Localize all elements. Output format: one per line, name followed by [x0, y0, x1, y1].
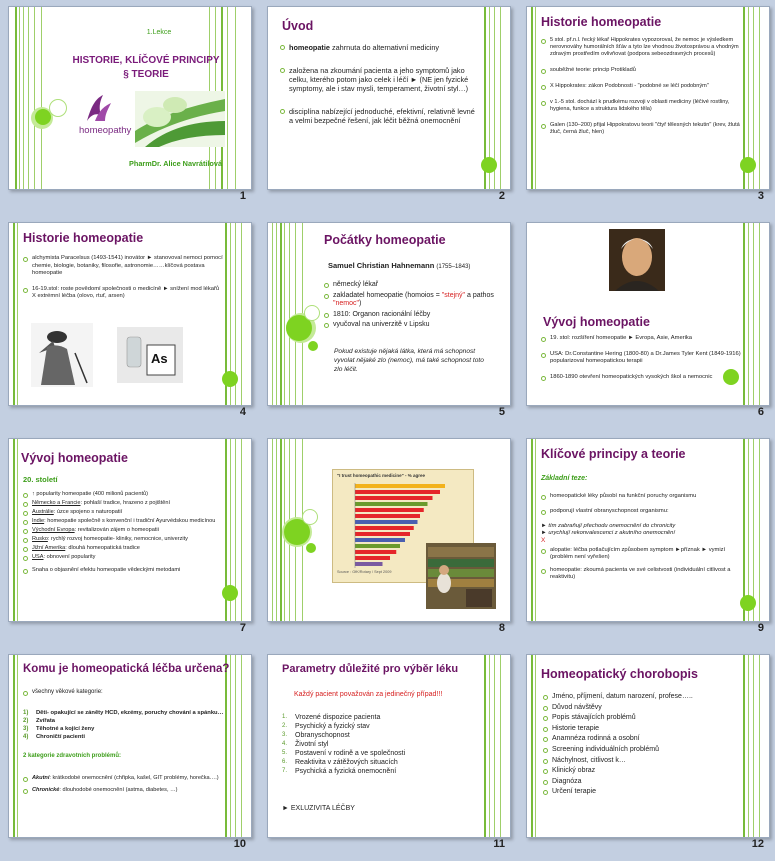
bullet-item: v 1.-5 stol. dochází k prudkému rozvoji v oblasti mediciny (léčivé rostliny, hygiena, funkce a struktura lidského těla): [541, 99, 741, 113]
slide-number: 10: [233, 838, 246, 850]
bullet-item: všechny věkové kategorie:: [23, 689, 223, 696]
chart-bar: [355, 550, 396, 554]
bullet-item: disciplína nabízející jednoduché, efektivní, relativně levné a velmi bezpečné řešení, jak léčit běžná onemocnění: [280, 107, 480, 125]
slide-number: 5: [498, 406, 505, 418]
slide-title-2: § TEORIE: [123, 69, 169, 80]
bullet-item: německý lékař: [324, 281, 494, 290]
footer-text: ► EXLUZIVITA LÉČBY: [282, 805, 355, 812]
bullet-item: Diagnóza: [543, 778, 743, 787]
slide-title: Vývoj homeopatie: [21, 451, 128, 465]
chart-bar: [355, 562, 383, 566]
bullet-list: [23, 775, 223, 799]
slide-title: Úvod: [282, 19, 314, 33]
numbered-list: [282, 713, 482, 776]
bullet-item: 5 stol. př.n.l. řecký lékař Hippokrates vypozoroval, že nemoc je výsledkem nerovnováhy humorálních šťáv a tyto lze vhodnou životosprávou a vhodným zdravým prostředím ovlivňovat (podpora sebeozdravných procesů): [541, 37, 741, 58]
aloe-vera-image: [135, 91, 225, 152]
chart-bar: [355, 514, 420, 518]
chart-bar: [355, 520, 418, 524]
bullet-item: ↑ popularity homeopatie (400 milionů pacientů): [23, 491, 223, 498]
x-mark: X: [541, 537, 546, 544]
slide-number: 3: [757, 190, 764, 202]
bullet-item: alopatie: léčba potlačujícím způsobem symptom ►příznak ► vymizí (problém není vyřešen): [541, 547, 741, 561]
bullet-item: zakladatel homeopatie (homoios = "stejný" a pathos "nemoc"): [324, 292, 494, 309]
bullet-list: [543, 693, 743, 799]
bullet-item: Klinický obraz: [543, 767, 743, 776]
slide-thumb-5[interactable]: [259, 216, 505, 418]
slide-thumb-1[interactable]: [0, 0, 246, 202]
slide-title: HISTORIE, KLÍČOVÉ PRINCIPY: [72, 55, 220, 66]
bullet-item: Chronické: dlouhodobé onemocnění (astma, diabetes, …): [23, 787, 223, 794]
bullet-item: homeopatické léky působí na funkční poruchy organismu: [541, 493, 741, 500]
bullet-list: [23, 491, 223, 579]
numbered-item: 4. Životní styl: [282, 741, 329, 748]
bullet-item: Anamnéza rodinná a osobní: [543, 735, 743, 744]
chart-bar: [355, 538, 405, 542]
intro-text: Každý pacient považován za jedinečný případ!!!: [294, 691, 443, 698]
person-name: Samuel Christian Hahnemann (1755–1843): [328, 261, 471, 270]
numbered-item: 1) Děti- opakující se záněty HCD, ekzémy, poruchy chování a spánku…: [23, 710, 224, 716]
slide-title: Počátky homeopatie: [324, 233, 446, 247]
numbered-item: 7. Psychická a fyzická onemocnění: [282, 768, 397, 775]
bullet-item: Určení terapie: [543, 788, 743, 797]
bullet-list: [541, 37, 741, 141]
slide-number: 12: [751, 838, 764, 850]
slide-subtitle: 2 kategorie zdravotních problémů:: [23, 753, 122, 759]
slide-title: Parametry důležité pro výběr léku: [282, 663, 459, 675]
chart-bar: [355, 490, 440, 494]
numbered-item: 3) Těhotné a kojící ženy: [23, 726, 95, 732]
bullet-item: Náchylnost, citlivost k…: [543, 757, 743, 766]
bullet-item: homeopatie zahrnuta do alternativní mediciny: [280, 43, 480, 52]
bullet-item: Screening individuálních problémů: [543, 746, 743, 755]
bullet-item: USA: obnovení popularity: [23, 554, 223, 561]
bullet-item: podporují vlastní obranyschopnost organismu:: [541, 508, 741, 515]
chart-bar: [355, 556, 390, 560]
slide-number: 1: [239, 190, 246, 202]
bullet-item: Německo a Francie: pohlaší tradice, hrazeno z pojištění: [23, 500, 223, 507]
chart-bar: [355, 508, 424, 512]
slide-number: 4: [239, 406, 246, 418]
lesson-label: 1.Lekce: [146, 29, 172, 36]
bullet-item: 16-19.stol: roste povědomí společnosti o medicíně ► snížení mod lékařů X extrémní léčba (olovo, rtuť, arsen): [23, 286, 223, 301]
element-symbol: As: [151, 351, 168, 366]
bullet-item: Akutní: krátkodobé onemocnění (chřipka, kašel, GIT problémy, horečka….): [23, 775, 223, 782]
slide-title: Historie homeopatie: [23, 231, 144, 245]
logo-wordmark: homeopathy: [79, 125, 132, 136]
bullet-list: [280, 43, 480, 135]
bullet-list: [23, 255, 223, 306]
numbered-item: 2. Psychický a fyzický stav: [282, 723, 370, 730]
bullet-sub-line: ► urychlují rekonvalescenci z akutního onemocnění: [541, 530, 675, 536]
bullet-list: [541, 493, 741, 515]
bullet-sub-line: ► tím zabraňují přechodu onemocnění do chronicity: [541, 523, 676, 529]
slide-title: Historie homeopatie: [541, 15, 662, 29]
quote-text: Pokud existuje nějaká látka, která má schopnost vyvolat nějaké zlo (nemoc), má také schopnost toto zlo léčit.: [334, 348, 484, 373]
slide-thumb-3[interactable]: [518, 0, 764, 202]
bullet-item: homeopatie: zkoumá pacienta ve své celistvosti (individuální citlivost a reaktivitu): [541, 567, 741, 581]
slide-title: Homeopatický chorobopis: [541, 667, 698, 681]
numbered-item: 1. Vrozené dispozice pacienta: [282, 714, 381, 721]
slide-number: 6: [757, 406, 764, 418]
bullet-item: Snaha o objasnění efektu homeopatie vědeckými metodami: [23, 567, 223, 574]
bullet-item: Indie: homeopatie společně s konvenční i tradiční Ayurvédskou medicínou: [23, 518, 223, 525]
slide-number: 11: [493, 838, 505, 850]
slide-number: 9: [757, 622, 764, 634]
slide-thumb-2[interactable]: [259, 0, 505, 202]
bullet-item: založena na zkoumání pacienta a jeho symptomů jako celku, kterého potom jako celek i léčí ► (NE jen fyzické symptomy, ale i stav mysli, temperament, životní styl…): [280, 66, 480, 93]
chart-bar: [355, 496, 433, 500]
bullet-item: Důvod návštěvy: [543, 704, 743, 713]
numbered-item: 5. Postavení v rodině a ve společnosti: [282, 750, 406, 757]
bullet-item: alchymista Paracelsus (1493-1541) inovátor ► stanovoval nemoci pomocí chemie, biologie, botaniky, filosofie, astronomie……klíčová postava homeopatie: [23, 255, 223, 278]
slide-number: 2: [498, 190, 505, 202]
intro-list: [23, 689, 223, 701]
pharmacy-photo: [426, 543, 496, 614]
slide-thumb-4[interactable]: [0, 216, 246, 418]
slide-subtitle: 20. století: [23, 475, 58, 484]
chart-title: "I trust homeopathic medicine" - % agree: [337, 473, 426, 478]
bullet-item: Historie terapie: [543, 725, 743, 734]
bullet-item: 19. stol: rozšíření homeopatie ► Evropa, Asie, Amerika: [541, 335, 741, 343]
numbered-item: 4) Chroničtí pacienti: [23, 734, 85, 740]
chart-bar: [355, 532, 410, 536]
author-name: PharmDr. Alice Navrátilová: [129, 159, 223, 168]
arsenic-element-image: [117, 327, 183, 388]
chart-source: Source : GfK/Rotary / Sept 2009: [337, 570, 392, 574]
plague-doctor-image: [31, 323, 93, 392]
bullet-item: 1810: Organon racionální léčby: [324, 311, 494, 320]
slide-title: Komu je homeopatická léčba určena?: [23, 663, 230, 675]
slide-title: Vývoj homeopatie: [543, 315, 650, 329]
chart-bar: [355, 502, 428, 506]
bullet-item: Jméno, příjmení, datum narození, profese…..: [543, 693, 743, 702]
chart-bar: [355, 484, 445, 488]
slide-number: 7: [239, 622, 246, 634]
slide-subtitle: Základní teze:: [541, 475, 588, 482]
slide-number: 8: [498, 622, 505, 634]
slide-thumb-7[interactable]: [0, 432, 246, 634]
bullet-item: Austrálie: úzce spojeno s naturopatií: [23, 509, 223, 516]
slide-thumb-6[interactable]: [518, 216, 764, 418]
numbered-item: 2) Zvířata: [23, 718, 56, 724]
hahnemann-portrait-image: [609, 229, 665, 296]
slide-thumb-9[interactable]: [518, 432, 764, 634]
bullet-item: Popis stávajících problémů: [543, 714, 743, 723]
chart-bar: [355, 526, 414, 530]
slide-thumb-11[interactable]: [259, 648, 505, 850]
bullet-item: Galen (130–200) přijal Hippokratovu teorii "čtyř tělesných tekutin" (krev, žlutá žluč, černá žluč, hlen): [541, 122, 741, 136]
bullet-item: Rusko: rychlý rozvoj homeopatie- kliniky, nemocnice, univerzity: [23, 536, 223, 543]
slide-title: Klíčové principy a teorie: [541, 447, 686, 461]
bullet-item: Jižní Amerika: dlouhá homeopatická tradice: [23, 545, 223, 552]
slide-thumb-12[interactable]: [518, 648, 764, 850]
bullet-item: vyučoval na univerzitě v Lipsku: [324, 321, 494, 330]
chart-bar: [355, 544, 400, 548]
bullet-item: X Hippokrates: zákon Podobnosti - "podobné se léčí podobným": [541, 83, 741, 90]
bullet-list-2: [541, 547, 741, 586]
slide-thumb-10[interactable]: [0, 648, 246, 850]
numbered-item: 6. Reaktivita v zátěžových situacích: [282, 759, 398, 766]
bullet-item: USA: Dr.Constantine Hering (1800-80) a Dr.James Tyler Kent (1849-1916) popularizoval homeopatickou terapii: [541, 351, 741, 366]
bullet-item: 1860-1890 otevření homeopatických vysokých škol a nemocnic: [541, 374, 741, 382]
bullet-list: [324, 281, 494, 332]
slide-thumb-8[interactable]: [259, 432, 505, 634]
numbered-list: [23, 709, 231, 741]
numbered-item: 3. Obranyschopnost: [282, 732, 350, 739]
bullet-list: [541, 335, 741, 386]
bullet-item: souběžné teorie: princip Protikladů: [541, 67, 741, 74]
bullet-item: Východní Evropa: revitalizován zájem o homeopatii: [23, 527, 223, 534]
